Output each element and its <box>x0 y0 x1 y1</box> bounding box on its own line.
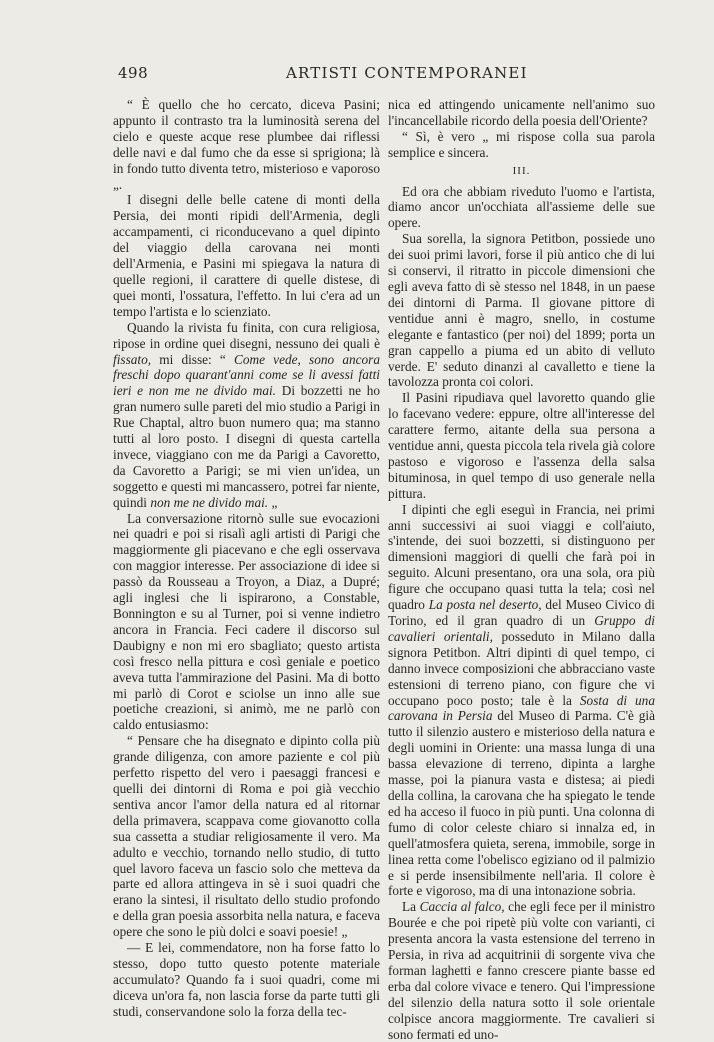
text-run: Quando la rivista fu finita, con cura religiosa, ripose in ordine quei disegni, nessuno dei quali è <box>113 319 380 351</box>
italic-quote: Come vede, sono ancora freschi dopo quarant'anni come se li avessi fatti ieri e non me ne divido mai. <box>113 351 380 399</box>
left-column <box>113 97 380 1020</box>
paragraph: Ed ora che abbiam riveduto l'uomo e l'artista, diamo ancor un'occhiata all'assieme delle sue opere. <box>388 183 655 231</box>
italic-title: Gruppo di cavalieri orientali, <box>388 613 655 644</box>
paragraph: — E lei, commendatore, non ha forse fatto lo stesso, dopo tutto questo potente materiale accumulato? Quando fa i suoi quadri, come mi diceva un'ora fa, non lascia forse da parte tutti gli studi, conservandone solo la forza della tec- <box>113 940 380 1019</box>
paragraph <box>388 502 655 900</box>
page-header <box>0 64 714 88</box>
paragraph <box>388 899 655 1042</box>
text-run: „ <box>271 494 278 510</box>
running-title: ARTISTI CONTEMPORANEI <box>286 64 528 82</box>
paragraph: Il Pasini ripudiava quel lavoretto quando glie lo facevano vedere: eppure, oltre all'interesse del carattere fermo, aitante della sua persona a ventidue anni, questa piccola tela rivela già colore pastoso e vigoroso e l'assenza della salsa bituminosa, in quel tempo di uso generale nella pittura. <box>388 390 655 501</box>
text-run: posseduto in Milano dalla signora Petitbon. Altri dipinti di quel tempo, ci danno invece composizioni che abbracciano vaste estensioni di terreno piano, con figure che vi occupano poco posto; tale è la <box>388 628 655 708</box>
section-heading: III. <box>512 164 531 177</box>
text-run: che egli fece per il ministro Bourée e che poi ripetè più volte con varianti, ci presenta ancora la vasta estensione del terreno in Persia, in riva ad acquitrinii di sorgente viva che forman laghetti e fanno crescere piante basse ed erba dal colore vivace e tenero. Qui l'impressione del silenzio della natura sotto il sole orientale colpisce ancora maggiormente. Tre cavalieri si sono fermati ed uno- <box>388 899 656 1042</box>
paragraph: Sua sorella, la signora Petitbon, possiede uno dei suoi primi lavori, forse il più antico che di lui si conservi, il ritratto in piccole dimensioni che egli aveva fatto di sè stesso nel 1848, in un paese dei dintorni di Parma. Il giovane pittore di ventidue anni è magro, snello, in costume elegante e fantastico (per noi) del 1899; porta un gran cappello a piuma ed un abito di velluto verde. E' seduto dinanzi al cavalletto e tiene la tavolozza pronta coi colori. <box>388 231 655 390</box>
italic-title: Caccia al falco, <box>419 899 505 915</box>
italic-title: La posta nel deserto, <box>428 597 542 613</box>
page-number: 498 <box>118 64 149 82</box>
text-run: La <box>402 899 417 915</box>
paragraph: “ È quello che ho cercato, diceva Pasini; appunto il contrasto tra la luminosità serena del cielo e queste acque rese plumbee dai riflessi delle navi e dal fumo che da esse si sprigiona; là in fondo tutto diventa tetro, misterioso e vaporoso „. <box>113 97 380 192</box>
paragraph: I disegni delle belle catene di monti della Persia, dei monti ripidi dell'Armenia, degli accampamenti, ci riconducevano a quel dipinto del viaggio della carovana nei monti dell'Armenia, e Pasini mi spiegava la natura di quelle regioni, il carattere di quelle distese, di quei monti, l'ossatura, l'effetto. In lui c'era ad un tempo l'artista e lo scienziato. <box>113 192 380 319</box>
italic-text: non me ne divido mai. <box>150 494 269 510</box>
text-run: mi disse: “ <box>159 351 226 367</box>
text-run: del Museo di Parma. C'è già tutto il silenzio austero e misterioso della natura e degli uomini in Oriente: una massa lunga di una bassa elevazione di terreno, dipinta a larghe masse, poi la pianura vasta e distesa; ai piedi della collina, la carovana che ha spiegato le tende ed ha acceso il fuoco in più punti. Una colonna di fumo di color celeste chiaro si innalza ed, in quell'atmosfera quieta, serena, immobile, sorge in linea retta come l'obelisco egiziano od il palmizio e si perde insensibilmente nell'aria. Il colore è forte e vigoroso, ma di una intonazione sobria. <box>388 708 655 899</box>
paragraph: La conversazione ritornò sulle sue evocazioni nei quadri e poi si risalì agli artisti di Parigi che maggiormente gli piacevano e che egli osservava con maggior interesse. Per associazione di idee si passò da Rousseau a Troyon, a Diaz, a Dupré; agli inglesi che li ispirarono, a Constable, Bonnington e su al Turner, poi si venne indietro ancora in Francia. Feci cadere il discorso sul Daubigny e non mi ero sbagliato; questo artista così fresco nella pittura e così geniale e poetico aveva tutta l'ammirazione del Pasini. Ma di botto mi parlò di Corot e sciolse un inno alle sue poetiche creazioni, si animò, me ne parlò con caldo entusiasmo: <box>113 510 380 733</box>
text-run: I dipinti che egli eseguì in Francia, nei primi anni successivi ai suoi viaggi e coll'aiuto, s'intende, dei suoi bozzetti, si distinguono per dimensioni maggiori di quelli che farà poi in seguito. Alcuni presentano, ora una sola, ora più figure che occupano quasi tutta la tela; così nel quadro <box>388 501 655 613</box>
right-column <box>388 97 655 1042</box>
text-run: Di bozzetti ne ho gran numero sulle pareti del mio studio a Parigi in Rue Chaptal, altro buon numero qua; ma stanno tutti al loro posto. I disegni di questa cartella invece, viaggiano con me da Parigi a Cavoretto, da Cavoretto a Parigi; se mi vien un'idea, un soggetto e questi mi mancassero, potrei far niente, quindi <box>113 383 381 510</box>
paragraph: nica ed attingendo unicamente nell'animo suo l'incancellabile ricordo della poesia dell'Oriente? <box>388 97 655 128</box>
paragraph: “ Sì, è vero „ mi rispose colla sua parola semplice e sincera. <box>388 128 655 160</box>
italic-text: fissato, <box>113 351 152 367</box>
italic-title: Sosta di una carovana in Persia <box>388 692 655 724</box>
paragraph <box>113 320 380 511</box>
paragraph: “ Pensare che ha disegnato e dipinto colla più grande diligenza, con amore paziente e col più perfetto rispetto del vero i paesaggi francesi e quelli dei dintorni di Roma e poi già vecchio sentiva ancor l'amor della natura ed al ritornar della primavera, scappava come giovanotto colla sua cassetta a studiar religiosamente il vero. Ma adulto e vecchio, tornando nello studio, di tutto quel lavoro faceva un fascio solo che metteva da parte ed allora attingeva in sè i suoi quadri che erano la sintesi, il risultato dello studio profondo e della gran poesia assorbita nella natura, e faceva opere che sono le più dolci e soavi poesie! „ <box>113 733 380 940</box>
text-run: del Museo Civico di Torino, ed il gran quadro di un <box>388 597 655 628</box>
